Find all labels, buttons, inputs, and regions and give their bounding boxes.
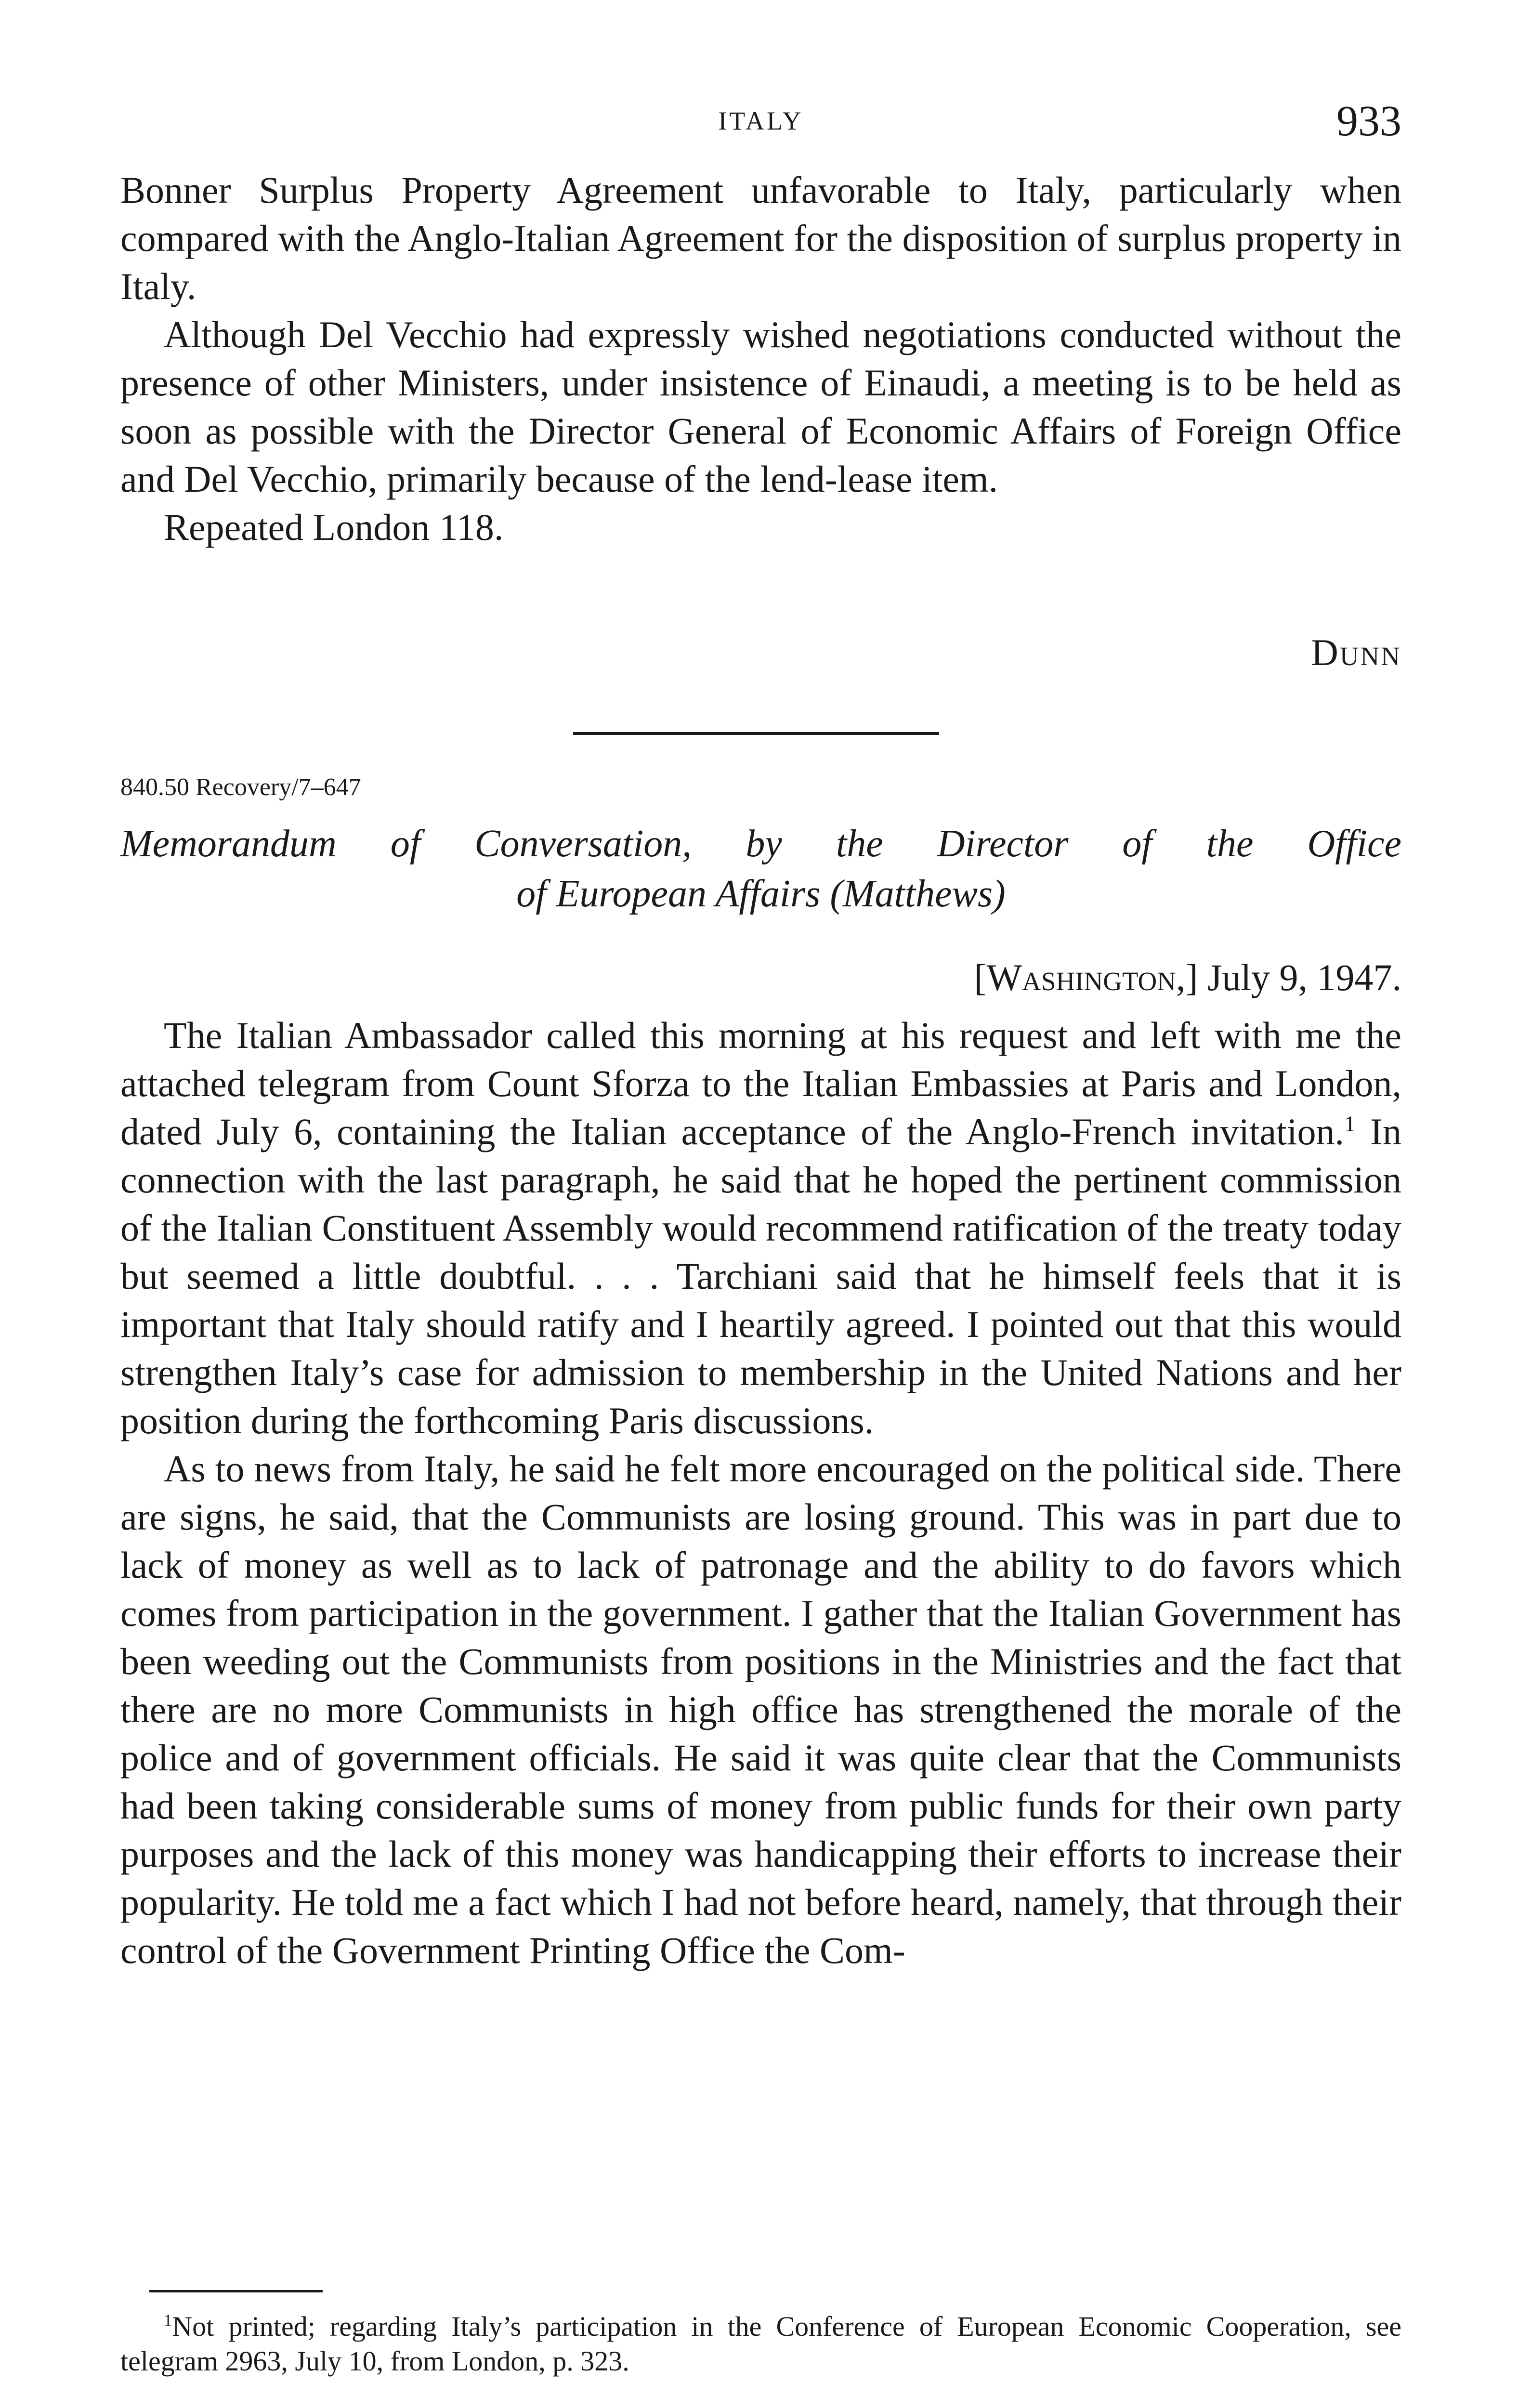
running-title: ITALY [718, 106, 804, 135]
page-number: 933 [1336, 97, 1401, 145]
document-title [120, 819, 1401, 919]
document-title-line-2: of European Affairs (Matthews) [516, 873, 1006, 915]
memorandum-paragraph: As to news from Italy, he said he felt more encouraged on the political side. There are signs, he said, that the Communists are losing ground. This was in part due to lack of money as well as to lack of patronage and the ability to do favors which comes from participation in the government. I gather that the Italian Government has been weeding out the Communists from positions in the Ministries and the fact that there are no more Communists in high office has strengthened the morale of the police and of government officials. He said it was quite clear that the Communists had been taking considerable sums of money from public funds for their own party purposes and the lack of this money was handicapping their efforts to increase their popularity. He told me a fact which I had not before heard, namely, that through their control of the Government Printing Office the Com- [120, 1448, 1401, 1971]
continuation-paragraph: Repeated London 118. [164, 506, 504, 548]
dateline [974, 956, 1401, 999]
memorandum-body [120, 1011, 1401, 1975]
memorandum-text: In connection with the last paragraph, he said that he hoped the pertinent commission of the Italian Constituent Assembly would recommend ratification of the treaty today but seemed a little doubtful. . . . Tarchiani said that he himself feels that it is important that Italy should ratify and I heartily agreed. I pointed out that this would strengthen Italy’s case for admission to membership in the United Nations and her position during the forthcoming Paris discussions. [120, 1111, 1401, 1441]
section-separator [573, 732, 939, 735]
dateline-date: July 9, 1947. [1207, 956, 1401, 998]
document-title-line-1: Memorandum of Conversation, by the Director of the Office [120, 823, 1401, 865]
continuation-paragraph: Bonner Surplus Property Agreement unfavorable to Italy, particularly when compared with the Anglo-Italian Agreement for the disposition of surplus property in Italy. [120, 169, 1401, 307]
footnote-marker: 1 [164, 2311, 172, 2330]
file-reference: 840.50 Recovery/7–647 [120, 773, 361, 801]
footnote-rule [149, 2290, 323, 2292]
footnote-text: Not printed; regarding Italy’s participation in the Conference of European Economic Cooperation, see telegram 2963, July 10, from London, p. 323. [120, 2311, 1401, 2377]
running-head [120, 96, 1401, 149]
continuation-text [120, 166, 1401, 551]
footnote-reference: 1 [1344, 1112, 1356, 1137]
memorandum-text: The Italian Ambassador called this morning at his request and left with me the attached telegram from Count Sforza to the Italian Embassies at Paris and London, dated July 6, containing the Italian acceptance of the Anglo-French invitation. [120, 1014, 1401, 1152]
footnote [120, 2309, 1401, 2379]
signature: Dunn [1311, 631, 1401, 673]
dateline-place: [Washington,] [974, 956, 1198, 998]
memorandum-paragraph [120, 1011, 1401, 1445]
continuation-paragraph: Although Del Vecchio had expressly wished negotiations conducted without the presence of other Ministers, under insistence of Einaudi, a meeting is to be held as soon as possible with the Director General of Economic Affairs of Foreign Office and Del Vecchio, primarily because of the lend-lease item. [120, 314, 1401, 500]
